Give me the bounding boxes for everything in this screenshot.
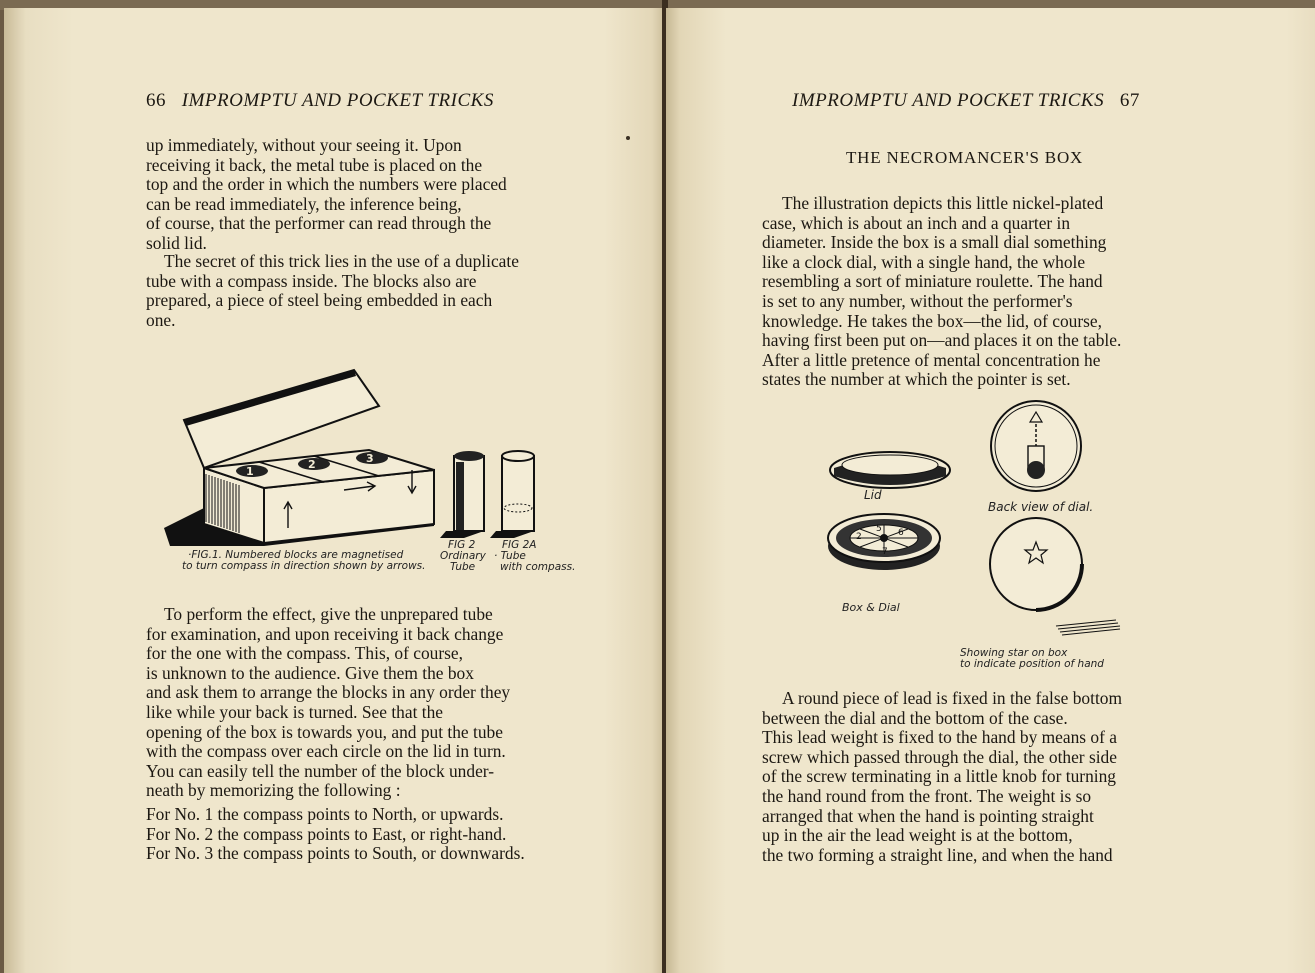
back-view-label: Back view of dial. (988, 500, 1094, 514)
text-line: knowledge. He takes the box—the lid, of course, (762, 310, 1102, 331)
text-line: neath by memorizing the following : (146, 780, 401, 801)
paper-speck (626, 136, 630, 140)
left-running-header (146, 90, 494, 112)
text-line: For No. 2 the compass points to East, or right-hand. (146, 823, 507, 844)
text-line: You can easily tell the number of the block under- (146, 760, 495, 781)
text-line: prepared, a piece of steel being embedded in each (146, 290, 493, 311)
left-paragraph-3 (146, 605, 582, 801)
lid-label: Lid (864, 488, 882, 502)
text-line: can be read immediately, the inference being, (146, 193, 462, 214)
caption-line: FIG 2 (448, 539, 476, 551)
text-line: of the screw terminating in a little knob for turning (762, 766, 1117, 787)
text-line: of course, that the performer can read through the (146, 213, 492, 234)
text-line: After a little pretence of mental concentration he (762, 349, 1101, 370)
box-dial-label: Box & Dial (842, 601, 900, 614)
text-line: arranged that when the hand is pointing straight (762, 805, 1094, 826)
left-paragraph-2 (146, 252, 582, 330)
text-line: for examination, and upon receiving it back change (146, 623, 504, 644)
caption-line: to turn compass in direction shown by arrows. (182, 560, 426, 572)
text-line: The illustration depicts this little nickel-plated (782, 193, 1104, 213)
right-paragraph-1 (762, 194, 1200, 390)
left-page-number: 66 (146, 90, 166, 111)
caption-line: to indicate position of hand (960, 658, 1104, 670)
text-line: To perform the effect, give the unprepared tube (164, 604, 493, 624)
text-line: up immediately, without your seeing it. Upon (146, 135, 462, 155)
left-paragraph-4 (146, 805, 586, 864)
svg-text:1: 1 (246, 465, 254, 478)
fig2-caption (440, 540, 486, 573)
text-line: top and the order in which the numbers were placed (146, 174, 507, 195)
text-line: states the number at which the pointer is set. (762, 369, 1071, 390)
fig2a-caption (494, 540, 575, 573)
caption-line: with compass. (500, 561, 576, 573)
right-page (666, 8, 1315, 973)
section-heading: THE NECROMANCER'S BOX (846, 148, 1084, 167)
text-line: is unknown to the audience. Give them the box (146, 662, 474, 683)
text-line: like while your back is turned. See that the (146, 701, 444, 722)
text-line: A round piece of lead is fixed in the false bottom (782, 688, 1122, 708)
caption-line: · Tube (494, 550, 526, 562)
caption-line: ·FIG.1. Numbered blocks are magnetised (188, 549, 404, 561)
caption-line: Tube (450, 561, 476, 573)
text-line: For No. 1 the compass points to North, or upwards. (146, 804, 504, 824)
text-line: between the dial and the bottom of the case. (762, 707, 1068, 728)
text-line: with the compass over each circle on the lid in turn. (146, 741, 506, 762)
text-line: screw which passed through the dial, the other side (762, 746, 1117, 767)
text-line: receiving it back, the metal tube is placed on the (146, 154, 483, 175)
text-line: case, which is about an inch and a quarter in (762, 212, 1071, 233)
left-paragraph-1 (146, 136, 582, 254)
text-line: For No. 3 the compass points to South, or downwards. (146, 843, 525, 864)
svg-text:7: 7 (882, 547, 888, 557)
svg-text:3: 3 (366, 452, 374, 465)
text-line: solid lid. (146, 232, 207, 253)
star-caption (960, 648, 1104, 670)
text-line: the two forming a straight line, and when the hand (762, 844, 1113, 865)
text-line: This lead weight is fixed to the hand by means of a (762, 727, 1117, 748)
text-line: diameter. Inside the box is a small dial something (762, 232, 1107, 253)
text-line: up in the air the lead weight is at the bottom, (762, 825, 1073, 846)
text-line: resembling a sort of miniature roulette. The hand (762, 271, 1103, 292)
text-line: like a clock dial, with a single hand, the whole (762, 251, 1086, 272)
caption-line: Ordinary (440, 550, 486, 562)
caption-line: FIG 2A (502, 539, 537, 551)
text-line: one. (146, 309, 176, 330)
fig1-caption (182, 550, 426, 572)
text-line: the hand round from the front. The weight is so (762, 785, 1092, 806)
text-line: and ask them to arrange the blocks in any order they (146, 682, 511, 703)
right-paragraph-2 (762, 689, 1200, 865)
text-line: The secret of this trick lies in the use of a duplicate (164, 251, 519, 271)
text-line: opening of the box is towards you, and put the tube (146, 721, 503, 742)
text-line: for the one with the compass. This, of course, (146, 643, 463, 664)
caption-line: Showing star on box (960, 647, 1068, 659)
right-running-header (792, 90, 1140, 112)
text-line: tube with a compass inside. The blocks also are (146, 270, 477, 291)
svg-text:2: 2 (856, 532, 862, 542)
left-running-title: IMPROMPTU AND POCKET TRICKS (181, 90, 494, 111)
right-page-number: 67 (1119, 90, 1140, 111)
left-page (4, 8, 664, 973)
right-running-title: IMPROMPTU AND POCKET TRICKS (792, 90, 1105, 111)
text-line: having first been put on—and places it on the table. (762, 330, 1122, 351)
svg-text:5: 5 (876, 524, 882, 534)
svg-text:2: 2 (308, 458, 316, 471)
svg-text:6: 6 (898, 528, 904, 538)
text-line: is set to any number, without the performer's (762, 290, 1073, 311)
